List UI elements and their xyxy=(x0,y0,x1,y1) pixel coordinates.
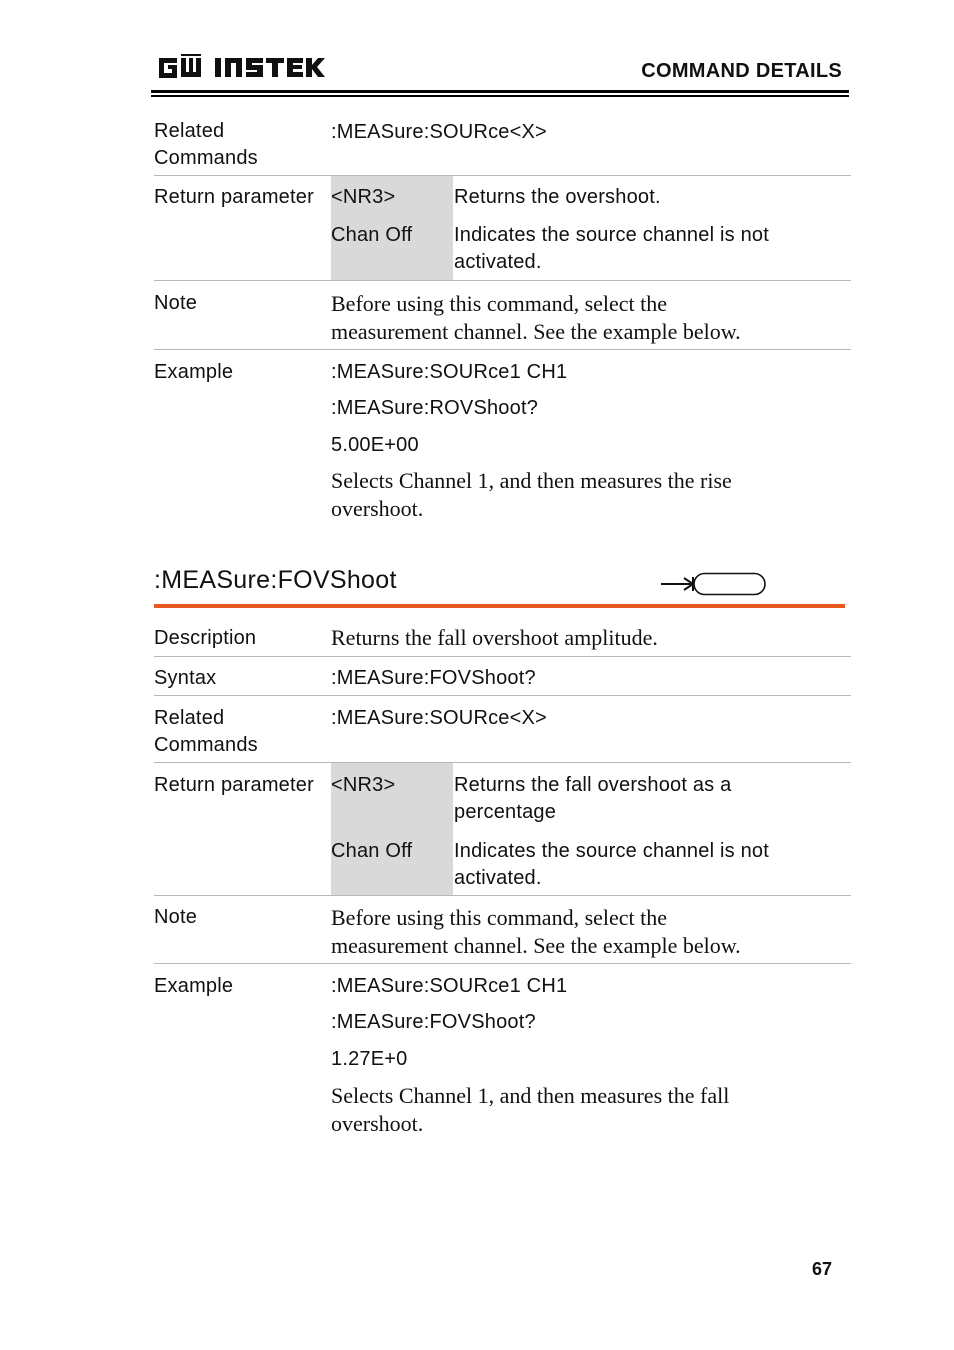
description-row xyxy=(154,618,851,657)
label-line: Related xyxy=(154,120,225,142)
note-text xyxy=(331,904,851,960)
example-result: 5.00E+00 xyxy=(331,434,419,456)
desc-line: Indicates the source channel is not xyxy=(454,224,769,246)
return-desc xyxy=(454,838,851,892)
header-rule xyxy=(151,90,849,93)
row-label: Syntax xyxy=(154,667,217,689)
gw-instek-logo xyxy=(157,54,327,87)
header-rule-thin xyxy=(151,95,849,97)
note-line: Before using this command, select the xyxy=(331,291,668,316)
row-label xyxy=(154,705,326,759)
desc-line: overshoot. xyxy=(331,1111,424,1136)
label-line: Related xyxy=(154,707,225,729)
row-label: Note xyxy=(154,906,198,928)
example-row xyxy=(154,964,851,1144)
section-title: :MEASure:FOVShoot xyxy=(154,566,397,594)
example-command: :MEASure:SOURce1 CH1 xyxy=(331,975,568,997)
note-row xyxy=(154,281,851,350)
row-label: Return parameter xyxy=(154,774,314,796)
related-commands-row xyxy=(154,118,851,176)
description-text: Returns the fall overshoot amplitude. xyxy=(331,625,658,650)
return-parameter-row xyxy=(154,176,851,281)
example-row xyxy=(154,350,851,530)
row-label: Note xyxy=(154,292,198,314)
logo-graphic xyxy=(157,54,327,82)
label-line: Commands xyxy=(154,147,258,169)
related-commands-row xyxy=(154,696,851,763)
label-line: Commands xyxy=(154,734,258,756)
header-title: COMMAND DETAILS xyxy=(641,60,842,82)
note-text xyxy=(331,290,851,346)
row-label: Example xyxy=(154,975,234,997)
return-code: Chan Off xyxy=(331,840,413,862)
desc-line: activated. xyxy=(454,251,542,273)
row-label: Description xyxy=(154,627,257,649)
return-code: <NR3> xyxy=(331,186,396,208)
desc-line: Selects Channel 1, and then measures the fall xyxy=(331,1083,730,1108)
return-desc xyxy=(454,772,851,826)
query-icon xyxy=(660,571,768,602)
note-line: measurement channel. See the example below. xyxy=(331,319,741,344)
return-code: Chan Off xyxy=(331,224,413,246)
desc-line: Selects Channel 1, and then measures the rise xyxy=(331,468,732,493)
syntax-value: :MEASure:FOVShoot? xyxy=(331,667,536,689)
desc-line: activated. xyxy=(454,867,542,889)
example-description xyxy=(331,467,851,523)
desc-line: percentage xyxy=(454,801,557,823)
row-label: Return parameter xyxy=(154,186,314,208)
example-result: 1.27E+0 xyxy=(331,1048,408,1070)
related-command-value: :MEASure:SOURce<X> xyxy=(331,707,547,729)
section-accent-rule xyxy=(154,604,845,608)
return-desc: Returns the overshoot. xyxy=(454,186,661,208)
related-command-value: :MEASure:SOURce<X> xyxy=(331,121,547,143)
note-row xyxy=(154,896,851,964)
page-number: 67 xyxy=(812,1259,833,1279)
row-label xyxy=(154,118,326,172)
desc-line: Indicates the source channel is not xyxy=(454,840,769,862)
return-desc xyxy=(454,222,851,276)
example-description xyxy=(331,1082,851,1138)
note-line: measurement channel. See the example below. xyxy=(331,933,741,958)
desc-line: overshoot. xyxy=(331,496,424,521)
return-parameter-row xyxy=(154,763,851,896)
example-command: :MEASure:ROVShoot? xyxy=(331,397,539,419)
row-label: Example xyxy=(154,361,234,383)
example-command: :MEASure:FOVShoot? xyxy=(331,1011,536,1033)
return-code: <NR3> xyxy=(331,774,396,796)
syntax-row xyxy=(154,657,851,696)
example-command: :MEASure:SOURce1 CH1 xyxy=(331,361,568,383)
desc-line: Returns the fall overshoot as a xyxy=(454,774,732,796)
note-line: Before using this command, select the xyxy=(331,905,668,930)
arrow-pill-icon xyxy=(660,571,768,597)
